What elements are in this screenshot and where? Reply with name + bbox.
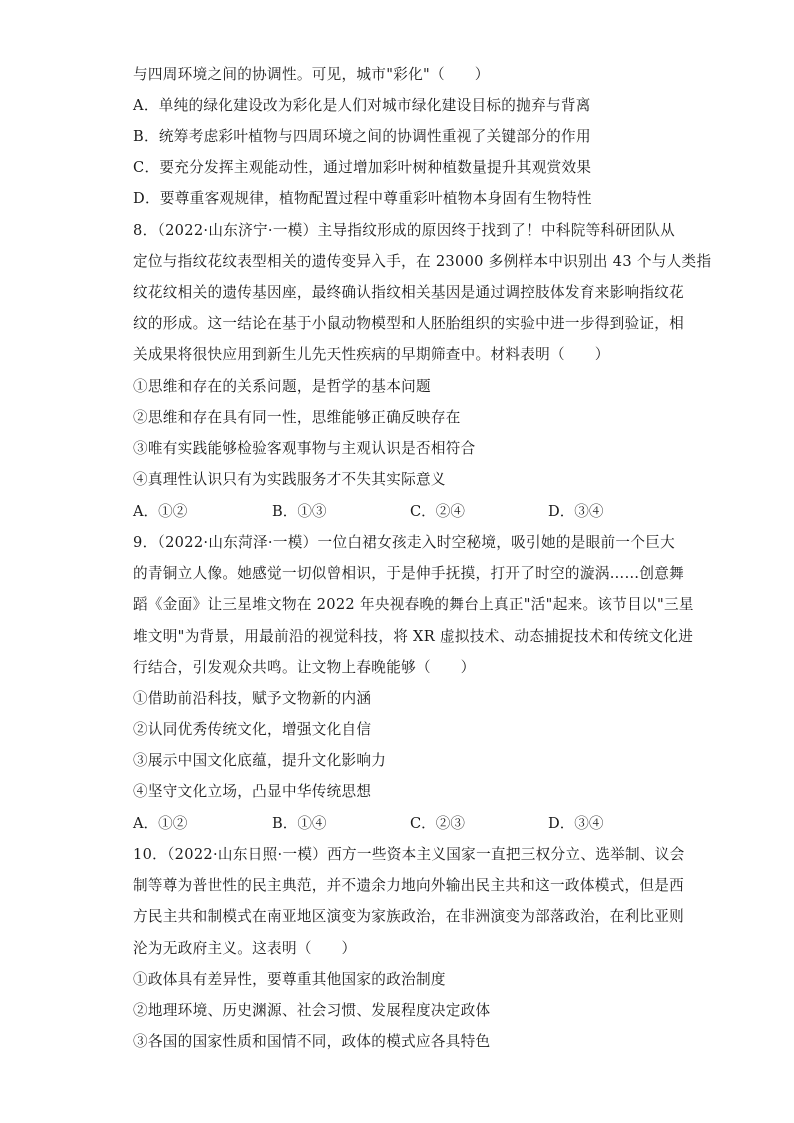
q8-choice-d: D．③④	[548, 503, 604, 520]
q7-option-b: B．统筹考虑彩叶植物与四周环境之间的协调性重视了关键部分的作用	[133, 128, 591, 145]
q9-stem-line-1: 9．（2022·山东菏泽·一模）一位白裙女孩走入时空秘境，吸引她的是眼前一个巨大	[133, 534, 675, 551]
q7-option-d: D．要尊重客观规律，植物配置过程中尊重彩叶植物本身固有生物特性	[133, 190, 592, 207]
q8-item-1: ①思维和存在的关系问题，是哲学的基本问题	[133, 378, 431, 395]
q7-option-c: C．要充分发挥主观能动性，通过增加彩叶树种植数量提升其观赏效果	[133, 159, 592, 176]
q7-stem-tail: 与四周环境之间的协调性。可见，城市"彩化"（ ）	[133, 66, 490, 83]
q8-stem-line-2: 定位与指纹花纹表型相关的遗传变异入手，在 23000 多例样本中识别出 43 个与人类指	[133, 253, 712, 270]
q8-choice-a: A．①②	[133, 503, 188, 520]
q10-stem-line-4: 沦为无政府主义。这表明（ ）	[133, 940, 357, 957]
q10-item-2: ②地理环境、历史渊源、社会习惯、发展程度决定政体	[133, 1002, 491, 1019]
q9-stem-line-5: 行结合，引发观众共鸣。让文物上春晚能够（ ）	[133, 659, 476, 676]
q8-item-3: ③唯有实践能够检验客观事物与主观认识是否相符合	[133, 440, 476, 457]
q9-choice-b: B．①④	[272, 815, 327, 832]
q8-choice-b: B．①③	[272, 503, 327, 520]
q9-item-4: ④坚守文化立场，凸显中华传统思想	[133, 783, 372, 800]
q10-stem-line-1: 10．（2022·山东日照·一模）西方一些资本主义国家一直把三权分立、选举制、议会	[133, 846, 685, 863]
q8-choices	[133, 502, 633, 522]
q10-item-1: ①政体具有差异性，要尊重其他国家的政治制度	[133, 971, 446, 988]
q8-item-2: ②思维和存在具有同一性，思维能够正确反映存在	[133, 409, 461, 426]
q10-item-3: ③各国的国家性质和国情不同，政体的模式应各具特色	[133, 1033, 491, 1050]
q9-stem-line-2: 的青铜立人像。她感觉一切似曾相识，于是伸手抚摸，打开了时空的漩涡……创意舞	[133, 565, 685, 582]
q8-stem-line-3: 纹花纹相关的遗传基因座，最终确认指纹相关基因是通过调控肢体发育来影响指纹花	[133, 284, 685, 301]
q8-choice-c: C．②④	[410, 503, 465, 520]
q9-choices	[133, 814, 633, 834]
q8-stem-line-4: 纹的形成。这一结论在基于小鼠动物模型和人胚胎组织的实验中进一步得到验证，相	[133, 315, 685, 332]
q9-choice-d: D．③④	[548, 815, 604, 832]
q9-item-2: ②认同优秀传统文化，增强文化自信	[133, 721, 372, 738]
q9-item-1: ①借助前沿科技，赋予文物新的内涵	[133, 690, 372, 707]
q10-stem-line-3: 方民主共和制模式在南亚地区演变为家族政治，在非洲演变为部落政治，在利比亚则	[133, 908, 685, 925]
q9-item-3: ③展示中国文化底蕴，提升文化影响力	[133, 752, 387, 769]
q8-stem-line-5: 关成果将很快应用到新生儿先天性疾病的早期筛查中。材料表明（ ）	[133, 346, 610, 363]
q8-item-4: ④真理性认识只有为实践服务才不失其实际意义	[133, 471, 446, 488]
q9-stem-line-4: 堆文明"为背景，用最前沿的视觉科技，将 XR 虚拟技术、动态捕捉技术和传统文化进	[133, 628, 694, 645]
q7-option-a: A．单纯的绿化建设改为彩化是人们对城市绿化建设目标的抛弃与背离	[133, 97, 591, 114]
q10-stem-line-2: 制等尊为普世性的民主典范，并不遗余力地向外输出民主共和这一政体模式，但是西	[133, 877, 685, 894]
q9-choice-a: A．①②	[133, 815, 188, 832]
q8-stem-line-1: 8．（2022·山东济宁·一模）主导指纹形成的原因终于找到了！中科院等科研团队从	[133, 222, 675, 239]
q9-choice-c: C．②③	[410, 815, 465, 832]
q9-stem-line-3: 蹈《金面》让三星堆文物在 2022 年央视春晚的舞台上真正"活"起来。该节目以"三星	[133, 596, 694, 613]
